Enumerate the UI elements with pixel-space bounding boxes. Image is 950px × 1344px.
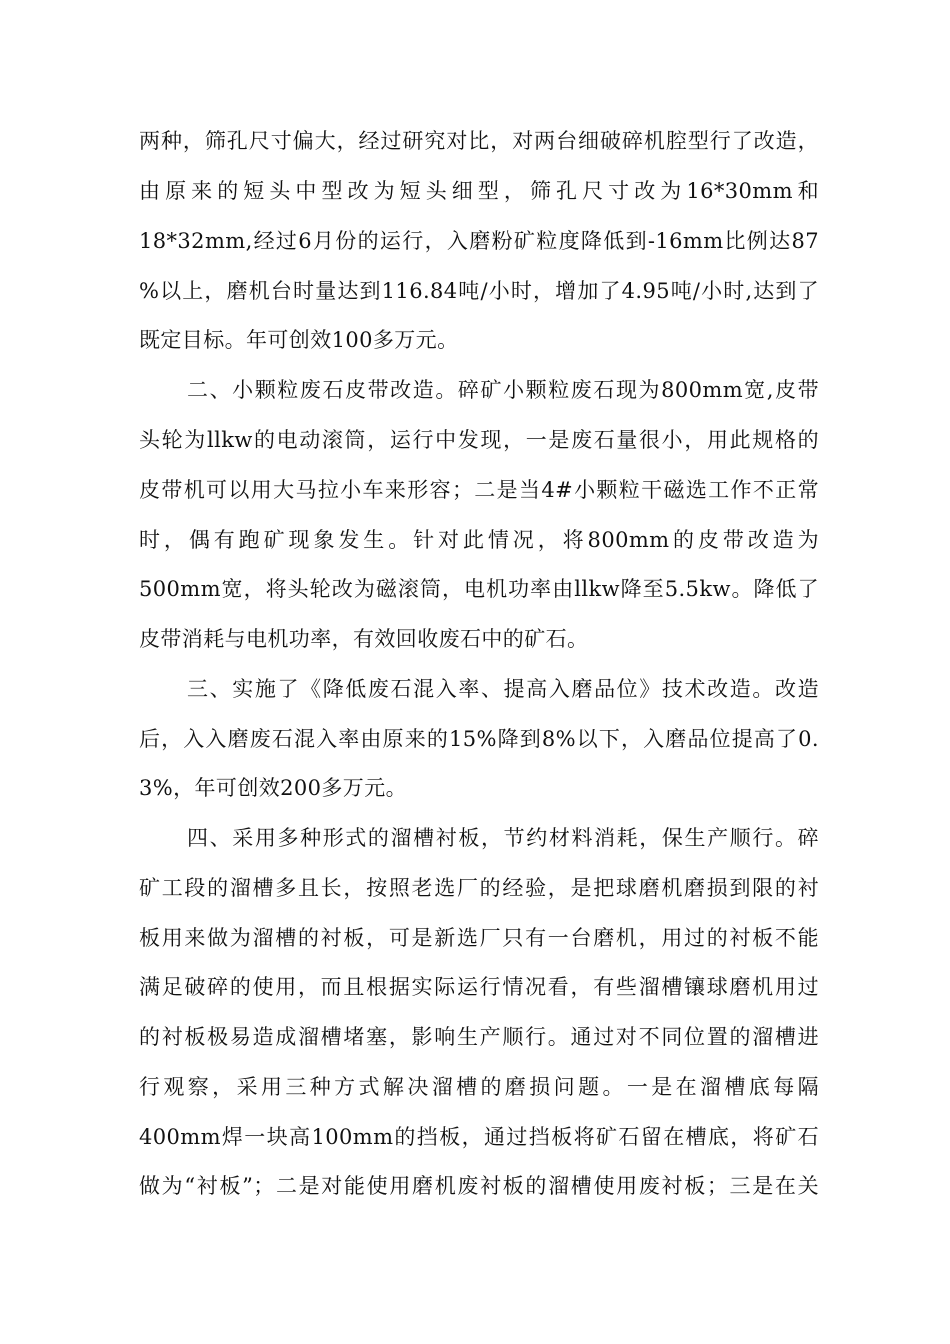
text-line: 皮带消耗与电机功率，有效回收废石中的矿石。: [139, 627, 589, 651]
text-line: 皮带机可以用大马拉小车来形容；二是当4#小颗粒干磁选工作不正常: [139, 478, 819, 502]
text-line: 既定目标。年可创效100多万元。: [139, 328, 459, 352]
text-line: 满足破碎的使用，而且根据实际运行情况看，有些溜槽镶球磨机用过: [139, 975, 819, 999]
text-line: 两种，筛孔尺寸偏大，经过研究对比，对两台细破碎机腔型行了改造，: [139, 129, 819, 153]
paragraph-heading-line: 三、实施了《降低废石混入率、提高入磨品位》技术改造。改造: [187, 677, 819, 701]
text-line: 后，入入磨废石混入率由原来的15%降到8%以下，入磨品位提高了0.: [139, 727, 819, 751]
text-line: 由原来的短头中型改为短头细型，筛孔尺寸改为16*30mm和: [139, 179, 819, 203]
text-line: 500mm宽，将头轮改为磁滚筒，电机功率由llkw降至5.5kw。降低了: [139, 577, 819, 601]
text-line: 400mm焊一块高100mm的挡板，通过挡板将矿石留在槽底，将矿石: [139, 1125, 819, 1149]
text-line: 时，偶有跑矿现象发生。针对此情况，将800mm的皮带改造为: [139, 528, 819, 552]
text-line: %以上，磨机台时量达到116.84吨/小时，增加了4.95吨/小时,达到了: [139, 279, 819, 303]
paragraph-heading-line: 四、采用多种形式的溜槽衬板，节约材料消耗，保生产顺行。碎: [187, 826, 819, 850]
text-line: 行观察，采用三种方式解决溜槽的磨损问题。一是在溜槽底每隔: [139, 1075, 819, 1099]
text-line: 做为“衬板”；二是对能使用磨机废衬板的溜槽使用废衬板；三是在关: [139, 1174, 819, 1198]
text-line: 板用来做为溜槽的衬板，可是新选厂只有一台磨机，用过的衬板不能: [139, 926, 819, 950]
text-line: 的衬板极易造成溜槽堵塞，影响生产顺行。通过对不同位置的溜槽进: [139, 1025, 819, 1049]
text-line: 头轮为llkw的电动滚筒，运行中发现，一是废石量很小，用此规格的: [139, 428, 819, 452]
text-line: 矿工段的溜槽多且长，按照老选厂的经验，是把球磨机磨损到限的衬: [139, 876, 819, 900]
text-line: 18*32mm,经过6月份的运行，入磨粉矿粒度降低到-16mm比例达87: [139, 229, 819, 253]
text-line: 3%，年可创效200多万元。: [139, 776, 407, 800]
paragraph-heading-line: 二、小颗粒废石皮带改造。碎矿小颗粒废石现为800mm宽,皮带: [187, 378, 819, 402]
